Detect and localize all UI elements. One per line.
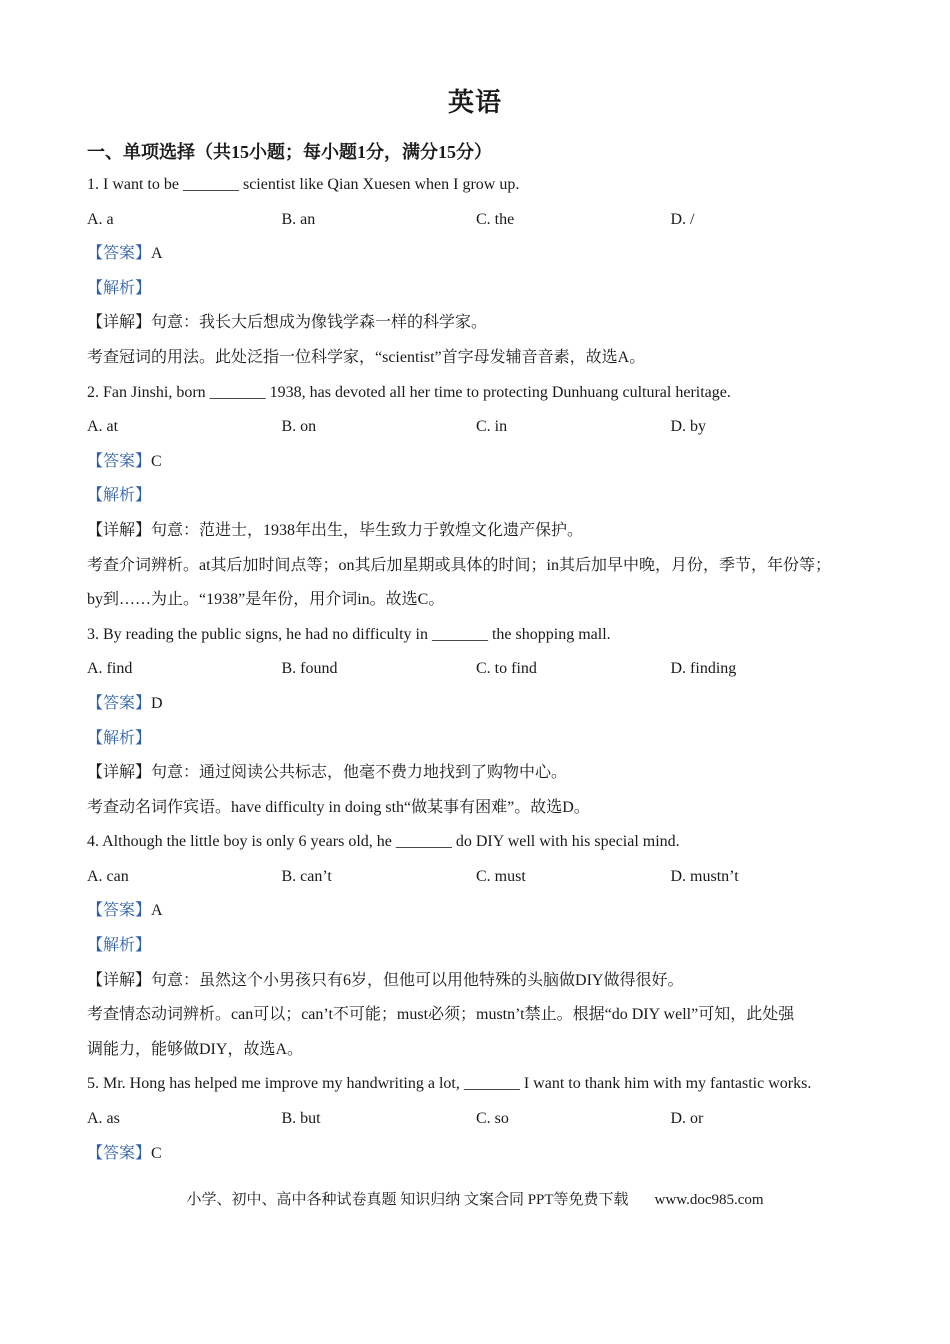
options-row (87, 410, 877, 445)
analysis-line (87, 722, 877, 757)
options-row (87, 1102, 877, 1137)
options-row (87, 652, 877, 687)
question-stem: 5. Mr. Hong has helped me improve my handwriting a lot, _______ I want to thank him with my fantastic works. (87, 1075, 812, 1093)
options-row (87, 203, 877, 238)
explanation-text: 考查冠词的用法。此处泛指一位科学家，“scientist”首字母发辅音音素，故选A。 (87, 348, 646, 366)
answer-line (87, 237, 877, 272)
option-d: D. by (670, 418, 707, 436)
answer-value: A (151, 245, 163, 263)
detail-text: 句意：我长大后想成为像钱学森一样的科学家。 (151, 314, 488, 332)
analysis-line (87, 272, 877, 307)
option-a: A. can (87, 867, 129, 885)
detail-line (87, 756, 877, 791)
answer-label: 【答案】 (87, 1144, 152, 1162)
detail-label: 【详解】 (87, 521, 152, 539)
option-a: A. as (87, 1110, 120, 1128)
option-a: A. find (87, 660, 133, 678)
detail-label: 【详解】 (87, 971, 152, 989)
detail-line (87, 306, 877, 341)
question-stem: 1. I want to be _______ scientist like Qian Xuesen when I grow up. (87, 176, 520, 193)
option-c: C. in (476, 418, 508, 436)
option-c: C. the (476, 210, 515, 228)
answer-value: C (151, 1144, 162, 1162)
options-row (87, 860, 877, 895)
question-stem: 2. Fan Jinshi, born _______ 1938, has devoted all her time to protecting Dunhuang cultural heritage. (87, 383, 731, 401)
analysis-label: 【解析】 (87, 487, 152, 505)
page-footer (0, 1188, 950, 1209)
option-d: D. / (670, 210, 695, 228)
section-heading: 一、单项选择（共15小题；每小题1分，满分15分） (87, 142, 492, 162)
answer-line (87, 894, 877, 929)
questions-content (87, 168, 877, 1171)
option-d: D. finding (670, 660, 737, 678)
detail-label: 【详解】 (87, 314, 152, 332)
analysis-line (87, 479, 877, 514)
option-c: C. must (476, 867, 526, 885)
analysis-label: 【解析】 (87, 279, 152, 297)
explanation-text: 考查情态动词辨析。can可以；can’t不可能；must必须；mustn’t禁止。根据“do DIY well”可知，此处强 (87, 1006, 795, 1024)
option-c: C. to find (476, 660, 537, 678)
option-a: A. at (87, 418, 119, 436)
answer-value: D (151, 694, 163, 712)
question-stem: 3. By reading the public signs, he had no difficulty in _______ the shopping mall. (87, 625, 611, 643)
answer-value: C (151, 452, 162, 470)
option-b: B. an (281, 210, 316, 228)
detail-label: 【详解】 (87, 764, 152, 782)
detail-line (87, 514, 877, 549)
answer-line (87, 445, 877, 480)
answer-label: 【答案】 (87, 452, 152, 470)
explanation-text: 考查介词辨析。at其后加时间点等；on其后加星期或具体的时间；in其后加早中晚，月份，季节，年份等； (87, 556, 831, 574)
detail-text: 句意：范进士，1938年出生，毕生致力于敦煌文化遗产保护。 (151, 521, 584, 539)
answer-line (87, 1137, 877, 1172)
footer-url[interactable]: www.doc985.com (654, 1192, 764, 1208)
question-stem: 4. Although the little boy is only 6 years old, he _______ do DIY well with his special mind. (87, 833, 680, 851)
option-b: B. on (281, 418, 317, 436)
answer-label: 【答案】 (87, 245, 152, 263)
option-b: B. but (281, 1110, 321, 1128)
answer-label: 【答案】 (87, 902, 152, 920)
page-title: 英语 (447, 88, 502, 117)
analysis-label: 【解析】 (87, 729, 152, 747)
footer-text: 小学、初中、高中各种试卷真题 知识归纳 文案合同 PPT等免费下载 (186, 1192, 629, 1208)
option-b: B. can’t (281, 867, 332, 885)
answer-label: 【答案】 (87, 694, 152, 712)
explanation-text: 调能力，能够做DIY，故选A。 (87, 1040, 303, 1058)
option-a: A. a (87, 210, 114, 228)
analysis-label: 【解析】 (87, 937, 152, 955)
detail-text: 句意：通过阅读公共标志，他毫不费力地找到了购物中心。 (151, 764, 568, 782)
explanation-text: 考查动名词作宾语。have difficulty in doing sth“做某事有困难”。故选D。 (87, 798, 590, 816)
option-d: D. mustn’t (670, 867, 739, 885)
option-b: B. found (281, 660, 338, 678)
detail-line (87, 964, 877, 999)
option-c: C. so (476, 1110, 509, 1128)
analysis-line (87, 929, 877, 964)
explanation-text: by到……为止。“1938”是年份，用介词in。故选C。 (87, 591, 445, 609)
option-d: D. or (670, 1110, 704, 1128)
answer-value: A (151, 902, 163, 920)
answer-line (87, 687, 877, 722)
detail-text: 句意：虽然这个小男孩只有6岁，但他可以用他特殊的头脑做DIY做得很好。 (151, 971, 684, 989)
